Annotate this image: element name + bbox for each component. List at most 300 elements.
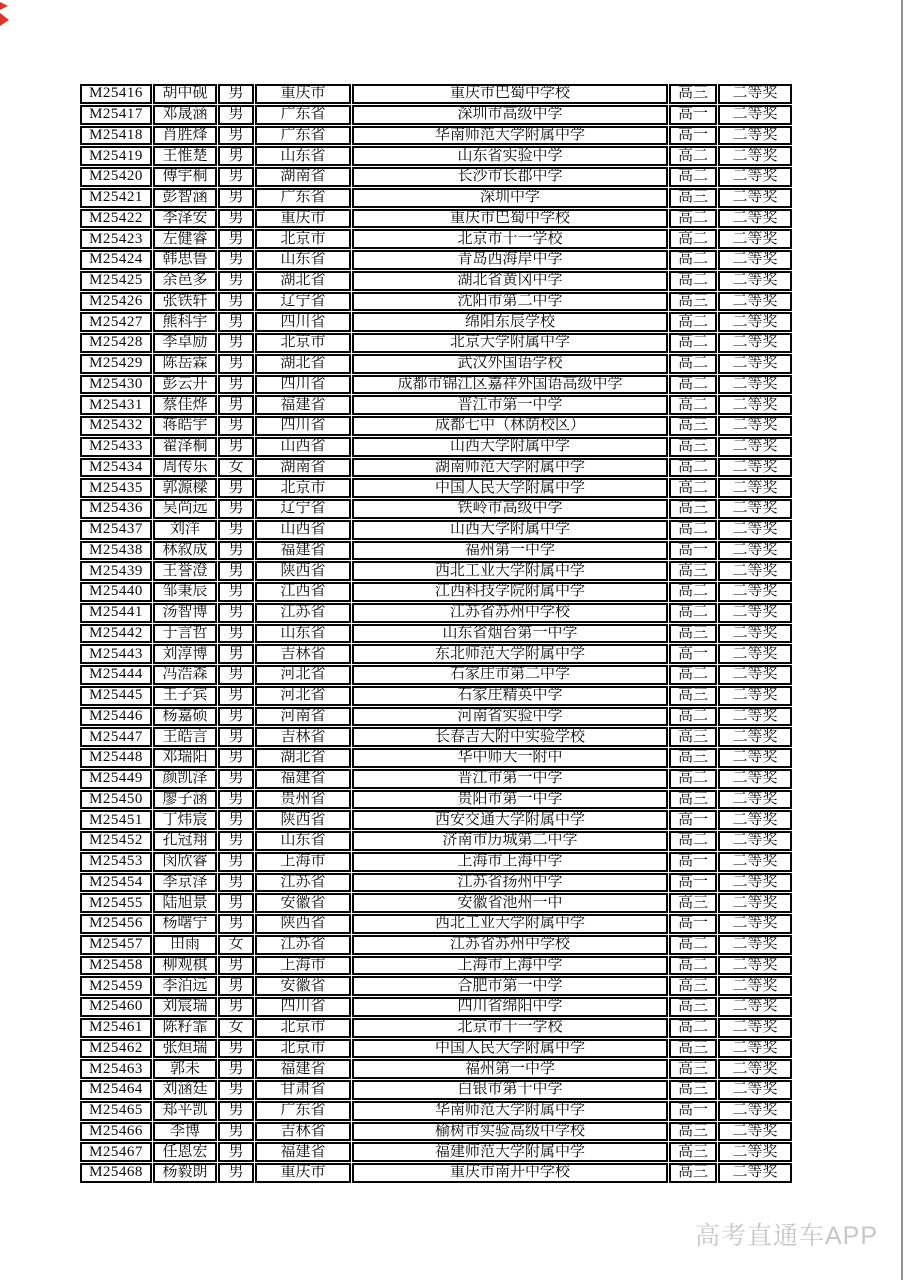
cell-gender: 男 (218, 956, 254, 976)
cell-candidate-id: M25426 (80, 292, 152, 312)
cell-gender: 男 (218, 976, 254, 996)
cell-school: 石家庄市第二中学 (352, 665, 668, 685)
cell-name: 蒋皓宇 (153, 416, 217, 436)
cell-school: 济南市历城第二中学 (352, 831, 668, 851)
cell-grade: 高二 (669, 956, 717, 976)
cell-award: 二等奖 (718, 520, 792, 540)
cell-grade: 高三 (669, 292, 717, 312)
cell-province: 广东省 (255, 188, 351, 208)
cell-candidate-id: M25423 (80, 229, 152, 249)
award-table-body (80, 84, 792, 1183)
cell-candidate-id: M25445 (80, 686, 152, 706)
cell-grade: 高二 (669, 478, 717, 498)
cell-candidate-id: M25433 (80, 437, 152, 457)
cell-candidate-id: M25452 (80, 831, 152, 851)
cell-gender: 男 (218, 727, 254, 747)
cell-award: 二等奖 (718, 748, 792, 768)
cell-school: 福州第一中学 (352, 1059, 668, 1079)
cell-school: 北京市十一学校 (352, 1018, 668, 1038)
cell-school: 湖南师范大学附属中学 (352, 458, 668, 478)
cell-province: 四川省 (255, 375, 351, 395)
cell-school: 中国人民大学附属中学 (352, 478, 668, 498)
cell-gender: 男 (218, 1122, 254, 1142)
cell-gender: 男 (218, 250, 254, 270)
cell-province: 湖北省 (255, 354, 351, 374)
cell-candidate-id: M25427 (80, 312, 152, 332)
cell-province: 重庆市 (255, 1163, 351, 1183)
cell-gender: 男 (218, 1163, 254, 1183)
cell-school: 山西大学附属中学 (352, 437, 668, 457)
cell-province: 福建省 (255, 541, 351, 561)
cell-province: 四川省 (255, 312, 351, 332)
cell-award: 二等奖 (718, 1101, 792, 1121)
table-row (80, 354, 792, 374)
cell-gender: 男 (218, 852, 254, 872)
cell-gender: 男 (218, 499, 254, 519)
cell-candidate-id: M25468 (80, 1163, 152, 1183)
cell-award: 二等奖 (718, 624, 792, 644)
cell-grade: 高三 (669, 790, 717, 810)
table-row (80, 541, 792, 561)
table-row (80, 644, 792, 664)
table-row (80, 146, 792, 166)
cell-candidate-id: M25438 (80, 541, 152, 561)
cell-province: 北京市 (255, 1018, 351, 1038)
cell-candidate-id: M25456 (80, 914, 152, 934)
cell-name: 李泊远 (153, 976, 217, 996)
cell-award: 二等奖 (718, 873, 792, 893)
cell-name: 李泽安 (153, 209, 217, 229)
cell-candidate-id: M25443 (80, 644, 152, 664)
cell-grade: 高一 (669, 852, 717, 872)
cell-grade: 高三 (669, 416, 717, 436)
cell-grade: 高三 (669, 437, 717, 457)
cell-province: 辽宁省 (255, 292, 351, 312)
cell-gender: 男 (218, 395, 254, 415)
cell-award: 二等奖 (718, 686, 792, 706)
cell-award: 二等奖 (718, 229, 792, 249)
cell-award: 二等奖 (718, 312, 792, 332)
cell-candidate-id: M25442 (80, 624, 152, 644)
cell-candidate-id: M25444 (80, 665, 152, 685)
table-row (80, 478, 792, 498)
cell-grade: 高二 (669, 271, 717, 291)
cell-award: 二等奖 (718, 271, 792, 291)
cell-name: 张烜瑞 (153, 1039, 217, 1059)
cell-grade: 高二 (669, 1018, 717, 1038)
cell-award: 二等奖 (718, 292, 792, 312)
cell-gender: 男 (218, 748, 254, 768)
cell-grade: 高三 (669, 976, 717, 996)
cell-school: 长春吉大附中实验学校 (352, 727, 668, 747)
cell-candidate-id: M25462 (80, 1039, 152, 1059)
cell-school: 山东省实验中学 (352, 146, 668, 166)
cell-grade: 高二 (669, 769, 717, 789)
cell-candidate-id: M25465 (80, 1101, 152, 1121)
cell-name: 张铁轩 (153, 292, 217, 312)
cell-candidate-id: M25419 (80, 146, 152, 166)
cell-gender: 男 (218, 873, 254, 893)
table-row (80, 976, 792, 996)
cell-grade: 高二 (669, 935, 717, 955)
cell-school: 晋江市第一中学 (352, 769, 668, 789)
cell-name: 闵欣睿 (153, 852, 217, 872)
cell-province: 北京市 (255, 1039, 351, 1059)
cell-name: 杨嘉硕 (153, 707, 217, 727)
cell-grade: 高三 (669, 561, 717, 581)
cell-gender: 女 (218, 935, 254, 955)
cell-gender: 男 (218, 292, 254, 312)
cell-name: 李博 (153, 1122, 217, 1142)
cell-grade: 高二 (669, 458, 717, 478)
cell-school: 西安交通大学附属中学 (352, 810, 668, 830)
cell-school: 安徽省池州一中 (352, 893, 668, 913)
cell-school: 沈阳市第二中学 (352, 292, 668, 312)
table-row (80, 790, 792, 810)
cell-gender: 男 (218, 665, 254, 685)
table-row (80, 188, 792, 208)
cell-candidate-id: M25432 (80, 416, 152, 436)
cell-award: 二等奖 (718, 1142, 792, 1162)
cell-candidate-id: M25455 (80, 893, 152, 913)
cell-name: 杨曙宁 (153, 914, 217, 934)
cell-grade: 高一 (669, 1101, 717, 1121)
cell-name: 蔡佳烨 (153, 395, 217, 415)
cell-candidate-id: M25458 (80, 956, 152, 976)
cell-province: 江苏省 (255, 935, 351, 955)
cell-name: 吴尚远 (153, 499, 217, 519)
cell-grade: 高一 (669, 126, 717, 146)
cell-grade: 高二 (669, 395, 717, 415)
cell-gender: 男 (218, 312, 254, 332)
cell-grade: 高二 (669, 167, 717, 187)
cell-gender: 男 (218, 84, 254, 104)
cell-candidate-id: M25446 (80, 707, 152, 727)
cell-school: 铁岭市高级中学 (352, 499, 668, 519)
cell-province: 湖北省 (255, 271, 351, 291)
cell-province: 江西省 (255, 582, 351, 602)
cell-school: 山东省烟台第一中学 (352, 624, 668, 644)
cell-school: 青岛西海岸中学 (352, 250, 668, 270)
cell-grade: 高二 (669, 582, 717, 602)
cell-gender: 男 (218, 810, 254, 830)
cell-name: 周传乐 (153, 458, 217, 478)
cell-name: 任恩宏 (153, 1142, 217, 1162)
cell-grade: 高二 (669, 354, 717, 374)
cell-province: 湖北省 (255, 748, 351, 768)
cell-province: 北京市 (255, 229, 351, 249)
cell-candidate-id: M25450 (80, 790, 152, 810)
cell-gender: 男 (218, 520, 254, 540)
cell-gender: 男 (218, 105, 254, 125)
cell-gender: 男 (218, 914, 254, 934)
cell-province: 湖南省 (255, 167, 351, 187)
cell-name: 左健睿 (153, 229, 217, 249)
cell-grade: 高二 (669, 707, 717, 727)
cell-candidate-id: M25430 (80, 375, 152, 395)
cell-grade: 高三 (669, 624, 717, 644)
cell-gender: 男 (218, 624, 254, 644)
cell-name: 韩思鲁 (153, 250, 217, 270)
cell-name: 李京泽 (153, 873, 217, 893)
cell-name: 王惟楚 (153, 146, 217, 166)
cell-award: 二等奖 (718, 810, 792, 830)
cell-province: 广东省 (255, 126, 351, 146)
cell-grade: 高一 (669, 105, 717, 125)
cell-gender: 男 (218, 188, 254, 208)
cell-award: 二等奖 (718, 893, 792, 913)
cell-school: 成都七中（林荫校区） (352, 416, 668, 436)
table-row (80, 271, 792, 291)
table-row (80, 312, 792, 332)
cell-name: 王皓言 (153, 727, 217, 747)
cell-name: 于言哲 (153, 624, 217, 644)
cell-award: 二等奖 (718, 437, 792, 457)
cell-grade: 高一 (669, 644, 717, 664)
cell-grade: 高二 (669, 229, 717, 249)
cell-award: 二等奖 (718, 769, 792, 789)
cell-province: 江苏省 (255, 873, 351, 893)
cell-gender: 男 (218, 229, 254, 249)
cell-candidate-id: M25421 (80, 188, 152, 208)
cell-award: 二等奖 (718, 499, 792, 519)
cell-province: 重庆市 (255, 84, 351, 104)
cell-candidate-id: M25418 (80, 126, 152, 146)
cell-award: 二等奖 (718, 935, 792, 955)
cell-school: 北京大学附属中学 (352, 333, 668, 353)
cell-province: 山东省 (255, 250, 351, 270)
cell-province: 陕西省 (255, 914, 351, 934)
cell-school: 西北工业大学附属中学 (352, 561, 668, 581)
cell-grade: 高二 (669, 603, 717, 623)
cell-gender: 男 (218, 582, 254, 602)
cell-candidate-id: M25431 (80, 395, 152, 415)
cell-award: 二等奖 (718, 665, 792, 685)
cell-province: 吉林省 (255, 1122, 351, 1142)
table-row (80, 727, 792, 747)
cell-candidate-id: M25434 (80, 458, 152, 478)
cell-province: 北京市 (255, 478, 351, 498)
cell-name: 彭智涵 (153, 188, 217, 208)
cell-province: 吉林省 (255, 727, 351, 747)
cell-grade: 高三 (669, 1080, 717, 1100)
cell-name: 熊科宇 (153, 312, 217, 332)
cell-school: 福建师范大学附属中学 (352, 1142, 668, 1162)
cell-award: 二等奖 (718, 790, 792, 810)
cell-name: 李卓励 (153, 333, 217, 353)
cell-gender: 男 (218, 831, 254, 851)
cell-grade: 高三 (669, 1122, 717, 1142)
cell-grade: 高二 (669, 375, 717, 395)
cell-province: 福建省 (255, 395, 351, 415)
cell-name: 郭未 (153, 1059, 217, 1079)
cell-school: 四川省绵阳中学 (352, 997, 668, 1017)
cell-school: 长沙市长郡中学 (352, 167, 668, 187)
cell-award: 二等奖 (718, 84, 792, 104)
cell-candidate-id: M25466 (80, 1122, 152, 1142)
cell-name: 柳观棋 (153, 956, 217, 976)
cell-grade: 高二 (669, 250, 717, 270)
cell-gender: 男 (218, 375, 254, 395)
cell-grade: 高三 (669, 188, 717, 208)
cell-name: 颜凯泽 (153, 769, 217, 789)
cell-name: 刘涵廷 (153, 1080, 217, 1100)
cell-grade: 高一 (669, 873, 717, 893)
cell-gender: 男 (218, 603, 254, 623)
cell-school: 山西大学附属中学 (352, 520, 668, 540)
cell-name: 刘宸瑞 (153, 997, 217, 1017)
cell-award: 二等奖 (718, 354, 792, 374)
cell-school: 重庆市南开中学校 (352, 1163, 668, 1183)
cell-province: 甘肃省 (255, 1080, 351, 1100)
cell-province: 陕西省 (255, 561, 351, 581)
cell-candidate-id: M25457 (80, 935, 152, 955)
table-row (80, 1018, 792, 1038)
cell-candidate-id: M25416 (80, 84, 152, 104)
cell-province: 福建省 (255, 1059, 351, 1079)
cell-candidate-id: M25464 (80, 1080, 152, 1100)
cell-candidate-id: M25459 (80, 976, 152, 996)
cell-award: 二等奖 (718, 1122, 792, 1142)
cell-name: 彭云开 (153, 375, 217, 395)
cell-gender: 男 (218, 1101, 254, 1121)
table-row (80, 769, 792, 789)
cell-award: 二等奖 (718, 478, 792, 498)
cell-name: 郑平凯 (153, 1101, 217, 1121)
cell-school: 武汉外国语学校 (352, 354, 668, 374)
cell-school: 贵阳市第一中学 (352, 790, 668, 810)
cell-province: 山西省 (255, 437, 351, 457)
cell-award: 二等奖 (718, 375, 792, 395)
cell-grade: 高三 (669, 1163, 717, 1183)
cell-name: 郭源樑 (153, 478, 217, 498)
cell-candidate-id: M25440 (80, 582, 152, 602)
cell-province: 福建省 (255, 769, 351, 789)
cell-name: 王子宾 (153, 686, 217, 706)
cell-name: 丁炜宸 (153, 810, 217, 830)
table-row (80, 126, 792, 146)
cell-candidate-id: M25439 (80, 561, 152, 581)
cell-name: 邓瑞阳 (153, 748, 217, 768)
table-row (80, 333, 792, 353)
cell-school: 福州第一中学 (352, 541, 668, 561)
cell-province: 上海市 (255, 956, 351, 976)
cell-province: 北京市 (255, 333, 351, 353)
cell-gender: 女 (218, 458, 254, 478)
cell-candidate-id: M25429 (80, 354, 152, 374)
cell-grade: 高三 (669, 1059, 717, 1079)
table-row (80, 395, 792, 415)
cell-name: 胡中砚 (153, 84, 217, 104)
cell-gender: 男 (218, 893, 254, 913)
table-row (80, 561, 792, 581)
cell-school: 上海市上海中学 (352, 852, 668, 872)
table-row (80, 873, 792, 893)
cell-gender: 男 (218, 997, 254, 1017)
cell-gender: 男 (218, 769, 254, 789)
table-row (80, 229, 792, 249)
table-row (80, 831, 792, 851)
cell-candidate-id: M25441 (80, 603, 152, 623)
cell-province: 山东省 (255, 831, 351, 851)
cell-grade: 高二 (669, 146, 717, 166)
cell-award: 二等奖 (718, 105, 792, 125)
cell-name: 刘淳博 (153, 644, 217, 664)
cell-gender: 男 (218, 686, 254, 706)
cell-candidate-id: M25454 (80, 873, 152, 893)
cell-award: 二等奖 (718, 395, 792, 415)
cell-name: 陈籽霏 (153, 1018, 217, 1038)
cell-name: 孔冠翔 (153, 831, 217, 851)
cell-school: 西北工业大学附属中学 (352, 914, 668, 934)
table-row (80, 1122, 792, 1142)
cell-candidate-id: M25467 (80, 1142, 152, 1162)
table-row (80, 416, 792, 436)
cell-name: 王誉澄 (153, 561, 217, 581)
cell-candidate-id: M25449 (80, 769, 152, 789)
cell-gender: 男 (218, 707, 254, 727)
cell-school: 湖北省黄冈中学 (352, 271, 668, 291)
cell-award: 二等奖 (718, 126, 792, 146)
cell-award: 二等奖 (718, 416, 792, 436)
table-row (80, 1142, 792, 1162)
cell-grade: 高二 (669, 312, 717, 332)
table-row (80, 1059, 792, 1079)
cell-province: 四川省 (255, 997, 351, 1017)
cell-province: 河北省 (255, 665, 351, 685)
cell-candidate-id: M25437 (80, 520, 152, 540)
cell-grade: 高一 (669, 810, 717, 830)
cell-award: 二等奖 (718, 852, 792, 872)
cell-gender: 男 (218, 541, 254, 561)
cell-school: 石家庄精英中学 (352, 686, 668, 706)
cell-candidate-id: M25420 (80, 167, 152, 187)
cell-award: 二等奖 (718, 582, 792, 602)
cell-award: 二等奖 (718, 333, 792, 353)
table-row (80, 665, 792, 685)
cell-gender: 男 (218, 1142, 254, 1162)
table-row (80, 956, 792, 976)
cell-candidate-id: M25460 (80, 997, 152, 1017)
cell-grade: 高二 (669, 665, 717, 685)
cell-gender: 男 (218, 790, 254, 810)
cell-name: 陆旭景 (153, 893, 217, 913)
table-row (80, 292, 792, 312)
cell-school: 重庆市巴蜀中学校 (352, 84, 668, 104)
cell-candidate-id: M25424 (80, 250, 152, 270)
cell-school: 榆树市实验高级中学校 (352, 1122, 668, 1142)
cell-school: 晋江市第一中学 (352, 395, 668, 415)
cell-school: 成都市锦江区嘉祥外国语高级中学 (352, 375, 668, 395)
cell-candidate-id: M25436 (80, 499, 152, 519)
cell-award: 二等奖 (718, 146, 792, 166)
cell-candidate-id: M25417 (80, 105, 152, 125)
red-marker-icon (0, 13, 9, 26)
cell-name: 廖子涵 (153, 790, 217, 810)
cell-award: 二等奖 (718, 644, 792, 664)
table-row (80, 250, 792, 270)
table-row (80, 520, 792, 540)
cell-school: 江西科技学院附属中学 (352, 582, 668, 602)
table-row (80, 707, 792, 727)
cell-award: 二等奖 (718, 561, 792, 581)
table-row (80, 852, 792, 872)
cell-candidate-id: M25425 (80, 271, 152, 291)
award-winners-table (79, 83, 793, 1184)
cell-grade: 高三 (669, 997, 717, 1017)
cell-grade: 高三 (669, 1039, 717, 1059)
page-edge-divider (901, 0, 903, 1280)
